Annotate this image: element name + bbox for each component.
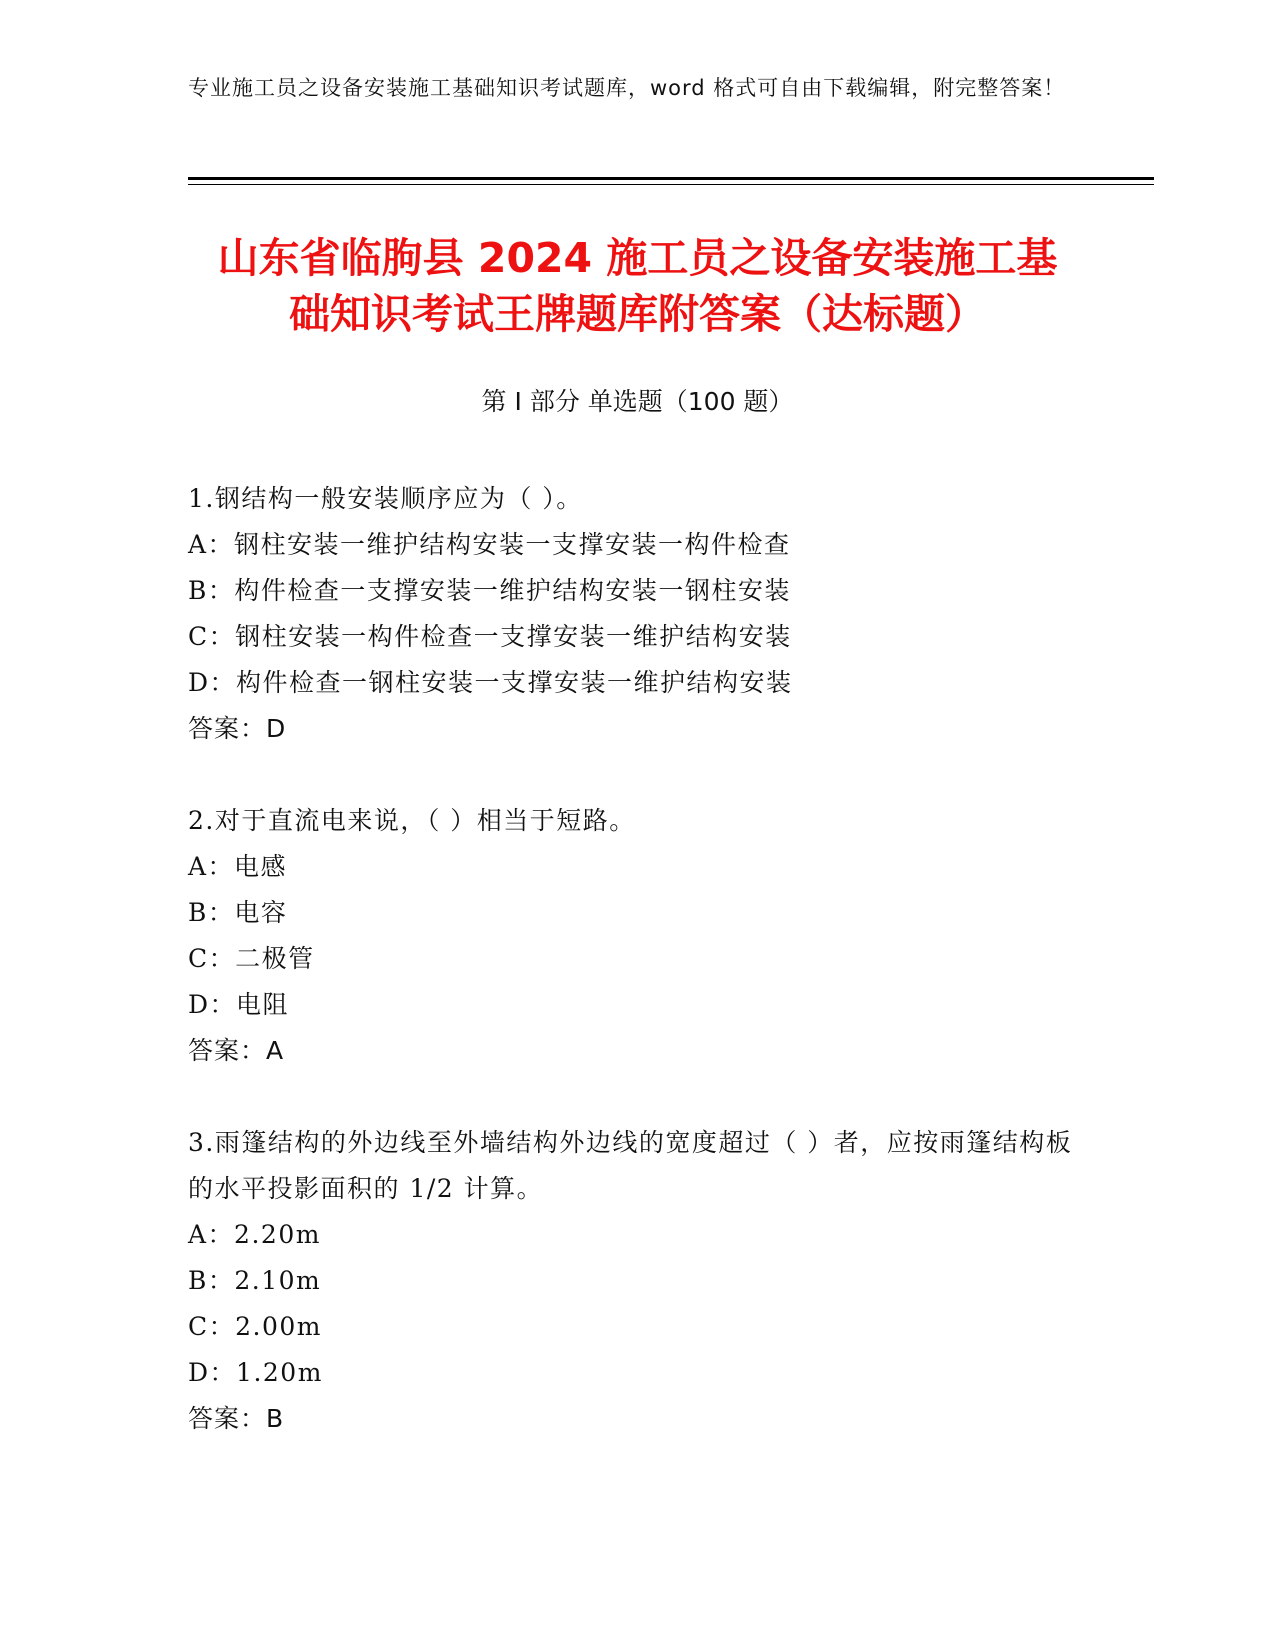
question-2 — [188, 798, 1088, 1074]
answer: 答案：A — [188, 1036, 285, 1065]
option-a: A：2.20m — [188, 1220, 321, 1249]
question-stem: 3.雨篷结构的外边线至外墙结构外边线的宽度超过（ ）者，应按雨篷结构板的水平投影面积的 1/2 计算。 — [188, 1128, 1073, 1203]
option-d: D：构件检查一钢柱安装一支撑安装一维护结构安装 — [188, 668, 793, 697]
option-b: B：2.10m — [188, 1266, 322, 1295]
option-b: B：构件检查一支撑安装一维护结构安装一钢柱安装 — [188, 576, 791, 605]
option-d: D：电阻 — [188, 990, 290, 1019]
option-d: D：1.20m — [188, 1358, 323, 1387]
title-line-2: 础知识考试王牌题库附答案（达标题） — [289, 290, 986, 338]
section-title: 第 I 部分 单选题（100 题） — [481, 387, 794, 416]
header-note: 专业施工员之设备安装施工基础知识考试题库，word 格式可自由下载编辑，附完整答案！ — [188, 76, 1066, 100]
question-1 — [188, 476, 1088, 752]
header-rule-thin — [188, 184, 1154, 185]
question-3 — [188, 1120, 1088, 1442]
option-c: C：钢柱安装一构件检查一支撑安装一维护结构安装 — [188, 622, 792, 651]
title-line-1: 山东省临朐县 2024 施工员之设备安装施工基 — [217, 234, 1058, 282]
document-title — [140, 230, 1135, 342]
option-a: A：电感 — [188, 852, 288, 881]
option-a: A：钢柱安装一维护结构安装一支撑安装一构件检查 — [188, 530, 791, 559]
option-c: C：二极管 — [188, 944, 315, 973]
option-b: B：电容 — [188, 898, 288, 927]
answer: 答案：D — [188, 714, 287, 743]
header-rule-thick — [188, 177, 1154, 180]
question-stem: 1.钢结构一般安装顺序应为（ ）。 — [188, 484, 583, 513]
option-c: C：2.00m — [188, 1312, 322, 1341]
answer: 答案：B — [188, 1404, 285, 1433]
question-list — [188, 476, 1088, 1488]
question-stem: 2.对于直流电来说，（ ）相当于短路。 — [188, 806, 636, 835]
